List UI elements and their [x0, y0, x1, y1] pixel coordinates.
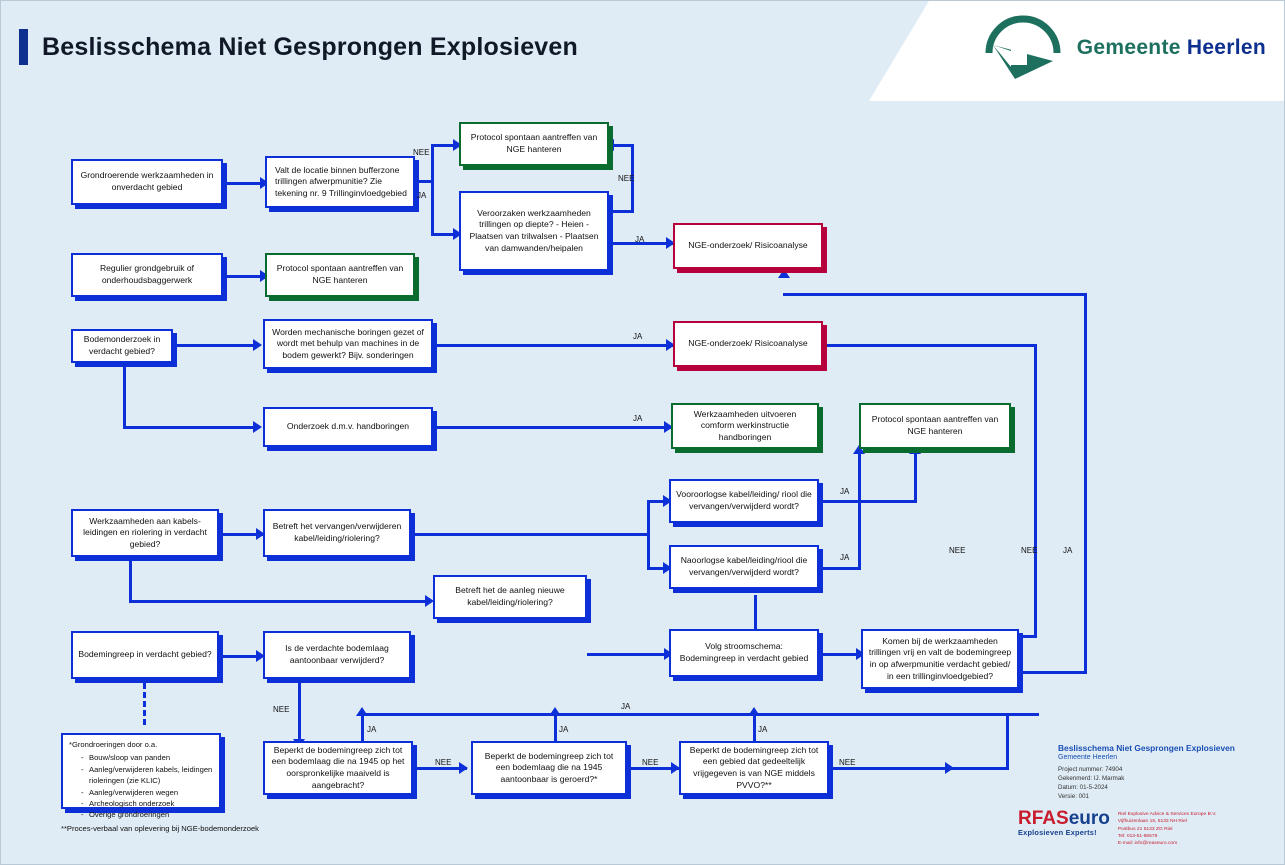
edge-line	[433, 426, 671, 429]
edge-label: JA	[633, 414, 643, 423]
legend-list	[69, 752, 213, 820]
node-label: Naoorlogse kabel/leiding/riool die vervangen/verwijderd wordt?	[680, 555, 808, 577]
company-address	[1118, 809, 1217, 848]
node-bodemonderzoek-verdacht[interactable]	[71, 329, 173, 363]
edge-arrow	[253, 339, 262, 351]
node-protocol-spontaan-1[interactable]	[459, 122, 609, 166]
edge-line	[223, 275, 265, 278]
node-bodemlaag-verwijderd[interactable]	[263, 631, 411, 679]
edge-arrow	[549, 707, 561, 716]
company-tagline: Explosieven Experts!	[1018, 828, 1097, 837]
node-vervangen-verwijderen-kabel[interactable]	[263, 509, 411, 557]
legend-box	[61, 733, 221, 820]
node-label: Vooroorlogse kabel/leiding/ riool die vervangen/verwijderd wordt?	[676, 489, 812, 511]
node-label: Regulier grondgebruik of onderhoudsbaggerwerk	[99, 263, 195, 285]
node-bodemlaag-1945-maaiveld[interactable]	[263, 741, 413, 795]
node-label: Is de verdachte bodemlaag aantoonbaar verwijderd?	[285, 643, 389, 665]
node-label: Protocol spontaan aantreffen van NGE hanteren	[871, 414, 999, 436]
company-address-line: Postbus 21 5133 ZG Riel	[1117, 826, 1173, 832]
node-label: NGE-onderzoek/ Risicoanalyse	[688, 240, 808, 251]
page-title-bar	[19, 29, 578, 65]
legend-item: - Aanleg/verwijderen kabels, leidingen rioleringen (zie KLIC)	[81, 764, 213, 787]
node-bodemlaag-1945-geroerd[interactable]	[471, 741, 627, 795]
edge-label: JA	[633, 332, 643, 341]
edge-line	[819, 500, 917, 503]
node-regulier-grondgebruik[interactable]	[71, 253, 223, 297]
doc-version: Versie: 001	[1058, 792, 1089, 800]
edge-line	[433, 344, 673, 347]
node-label: Veroorzaken werkzaamheden trillingen op diepte? - Heien - Plaatsen van trilwalsen - Plaatsen van damwanden/heipalen	[469, 207, 599, 253]
legend-item: - Bouw/sloop van panden	[81, 752, 213, 763]
node-werkinstructie-handboringen[interactable]	[671, 403, 819, 449]
edge-line	[173, 344, 259, 347]
edge-label: JA	[635, 235, 645, 244]
edge-line	[829, 767, 951, 770]
node-protocol-spontaan-2[interactable]	[265, 253, 415, 297]
page-title: Beslisschema Niet Gesprongen Explosieven	[42, 32, 578, 61]
heerlen-castle-logo	[981, 15, 1067, 81]
document-info	[1058, 743, 1248, 802]
edge-arrow	[356, 707, 368, 716]
node-label: Protocol spontaan aantreffen van NGE hanteren	[276, 263, 404, 285]
edge-line	[219, 655, 261, 658]
edge-line	[858, 453, 861, 569]
node-gedeeltelijk-vrijgegeven-pvvo[interactable]	[679, 741, 829, 795]
node-label: Betreft het vervangen/verwijderen kabel/leiding/riolering?	[272, 521, 402, 543]
edge-line	[129, 600, 429, 603]
node-mechanische-boringen[interactable]	[263, 319, 433, 369]
edge-line-dashed	[143, 683, 146, 725]
edge-line	[123, 426, 259, 429]
edge-label: JA	[559, 725, 569, 734]
doc-date: Datum: 01-5-2024	[1058, 783, 1108, 791]
brand-logo	[981, 13, 1266, 83]
edge-line	[1019, 635, 1037, 638]
legend-item: - Archeologisch onderzoek	[81, 798, 213, 809]
company-name-part1: RFAS	[1018, 808, 1069, 829]
edge-label: JA	[840, 553, 850, 562]
node-trillingen-vrij[interactable]	[861, 629, 1019, 689]
node-nge-onderzoek-2[interactable]	[673, 321, 823, 367]
edge-arrow	[253, 421, 262, 433]
edge-line	[587, 653, 671, 656]
node-label: Betreft het de aanleg nieuwe kabel/leiding/riolering?	[455, 585, 565, 607]
node-bodemingreep-verdacht[interactable]	[71, 631, 219, 679]
node-label: NGE-onderzoek/ Risicoanalyse	[688, 338, 808, 349]
node-naoorlogse-kabel[interactable]	[669, 545, 819, 589]
brand-municipality: Gemeente	[1076, 36, 1181, 59]
node-label: Onderzoek d.m.v. handboringen	[286, 421, 410, 432]
node-volg-stroomschema[interactable]	[669, 629, 819, 677]
edge-label: JA	[621, 702, 631, 711]
company-address-line: Riel Explosive Advice & Services Europe B.V.	[1117, 812, 1217, 817]
edge-label: JA	[417, 191, 427, 200]
edge-label: JA	[840, 487, 850, 496]
doc-project-number: Project nummer: 74904	[1058, 765, 1123, 773]
edge-line	[223, 182, 263, 185]
node-label: Komen bij de werkzaamheden trillingen vrij en valt de bodemingreep in op afwerpmunitie verdacht gebied/ in een trillinginvloedgebied?	[868, 635, 1012, 681]
edge-arrow	[778, 269, 790, 278]
company-address-line: Tel: 013-51-86579	[1117, 834, 1158, 840]
node-handboringen[interactable]	[263, 407, 433, 447]
company-logo	[1018, 809, 1110, 828]
edge-line	[1021, 671, 1087, 674]
edge-label: JA	[758, 725, 768, 734]
node-nge-onderzoek-1[interactable]	[673, 223, 823, 269]
legend-item: - Aanleg/verwijderen wegen	[81, 787, 213, 798]
node-grondroerende-werkzaamheden[interactable]	[71, 159, 223, 205]
edge-label: JA	[367, 725, 377, 734]
edge-label: NEE	[413, 148, 430, 157]
edge-label: NEE	[949, 546, 966, 555]
node-label: Bodemonderzoek in verdacht gebied?	[83, 334, 161, 356]
edge-arrow	[748, 707, 760, 716]
edge-line	[431, 144, 434, 180]
edge-line	[431, 180, 434, 236]
edge-line	[783, 293, 1087, 296]
edge-line	[608, 210, 634, 213]
node-vooroorlogse-kabel[interactable]	[669, 479, 819, 523]
company-name-part2: euro	[1068, 808, 1110, 829]
edge-label: JA	[1063, 546, 1073, 555]
node-label: Protocol spontaan aantreffen van NGE hanteren	[470, 132, 598, 154]
edge-line	[411, 533, 649, 536]
edge-label: NEE	[273, 705, 290, 714]
node-label: Volg stroomschema: Bodemingreep in verdacht gebied	[679, 641, 809, 663]
node-label: Beperkt de bodemingreep zich tot een gebied dat gedeeltelijk vrijgegeven is van NGE middels PVVO?**	[689, 744, 819, 790]
node-werkzaamheden-kabels[interactable]	[71, 509, 219, 557]
edge-line	[914, 453, 917, 501]
node-bufferzone-trillingen[interactable]	[265, 156, 415, 208]
doc-title: Beslisschema Niet Gesprongen Explosieven	[1058, 743, 1235, 753]
node-protocol-spontaan-3[interactable]	[859, 403, 1011, 449]
edge-line	[823, 344, 1037, 347]
edge-line	[1084, 293, 1087, 673]
legend-footnote: **Proces-verbaal van oplevering bij NGE-bodemonderzoek	[61, 824, 259, 833]
doc-reviewer: Gekenmerd: IJ. Marmak	[1058, 774, 1125, 782]
doc-subtitle: Gemeente Heerlen	[1058, 753, 1118, 761]
edge-arrow	[945, 762, 954, 774]
edge-label: NEE	[435, 758, 452, 767]
edge-line	[1006, 713, 1009, 769]
node-label: Bodemingreep in verdacht gebied?	[78, 649, 212, 660]
node-label: Worden mechanische boringen gezet of wordt met behulp van machines in de bodem gewerkt? Bijv. sonderingen	[272, 326, 424, 360]
node-aanleg-nieuwe-kabel[interactable]	[433, 575, 587, 619]
edge-line	[949, 767, 1009, 770]
node-label: Grondroerende werkzaamheden in onverdacht gebied	[80, 170, 214, 192]
node-label: Valt de locatie binnen bufferzone trillingen afwerpmunitie? Zie tekening nr. 9 Trillinginvloedgebied	[275, 164, 407, 198]
company-address-line: E-mail: info@reaseuro.com	[1117, 841, 1178, 847]
edge-line	[123, 359, 126, 428]
edge-line	[819, 567, 861, 570]
node-label: Werkzaamheden uitvoeren comform werkinstructie handboringen	[693, 408, 797, 442]
node-label: Beperkt de bodemingreep zich tot een bodemlaag die na 1945 op het oorspronkelijke maaiveld is aangebracht?	[271, 744, 405, 790]
edge-line	[129, 561, 132, 603]
edge-label: NEE	[618, 174, 635, 183]
title-accent-bar	[19, 29, 28, 65]
edge-label: NEE	[642, 758, 659, 767]
edge-line	[298, 683, 301, 745]
legend-title: *Grondroeringen door o.a.	[69, 740, 158, 749]
edge-arrow	[459, 762, 468, 774]
company-address-line: Vijfhuizenlaan 15, 5133 NH Riel	[1117, 819, 1187, 825]
company-block	[1018, 809, 1248, 848]
legend-item: - Overige grondroeringen	[81, 809, 213, 820]
edge-line	[819, 653, 861, 656]
edge-label: NEE	[839, 758, 856, 767]
node-label: Werkzaamheden aan kabels-leidingen en riolering in verdacht gebied?	[83, 515, 207, 549]
edge-label: NEE	[1021, 546, 1038, 555]
edge-line	[1034, 344, 1037, 636]
brand-city: Heerlen	[1186, 36, 1266, 59]
node-label: Beperkt de bodemingreep zich tot een bodemlaag die na 1945 aantoonbaar is geroerd?*	[484, 750, 614, 784]
edge-line	[361, 713, 1039, 716]
brand-logo-text	[1077, 36, 1266, 60]
node-trillingen-op-diepte[interactable]	[459, 191, 609, 271]
